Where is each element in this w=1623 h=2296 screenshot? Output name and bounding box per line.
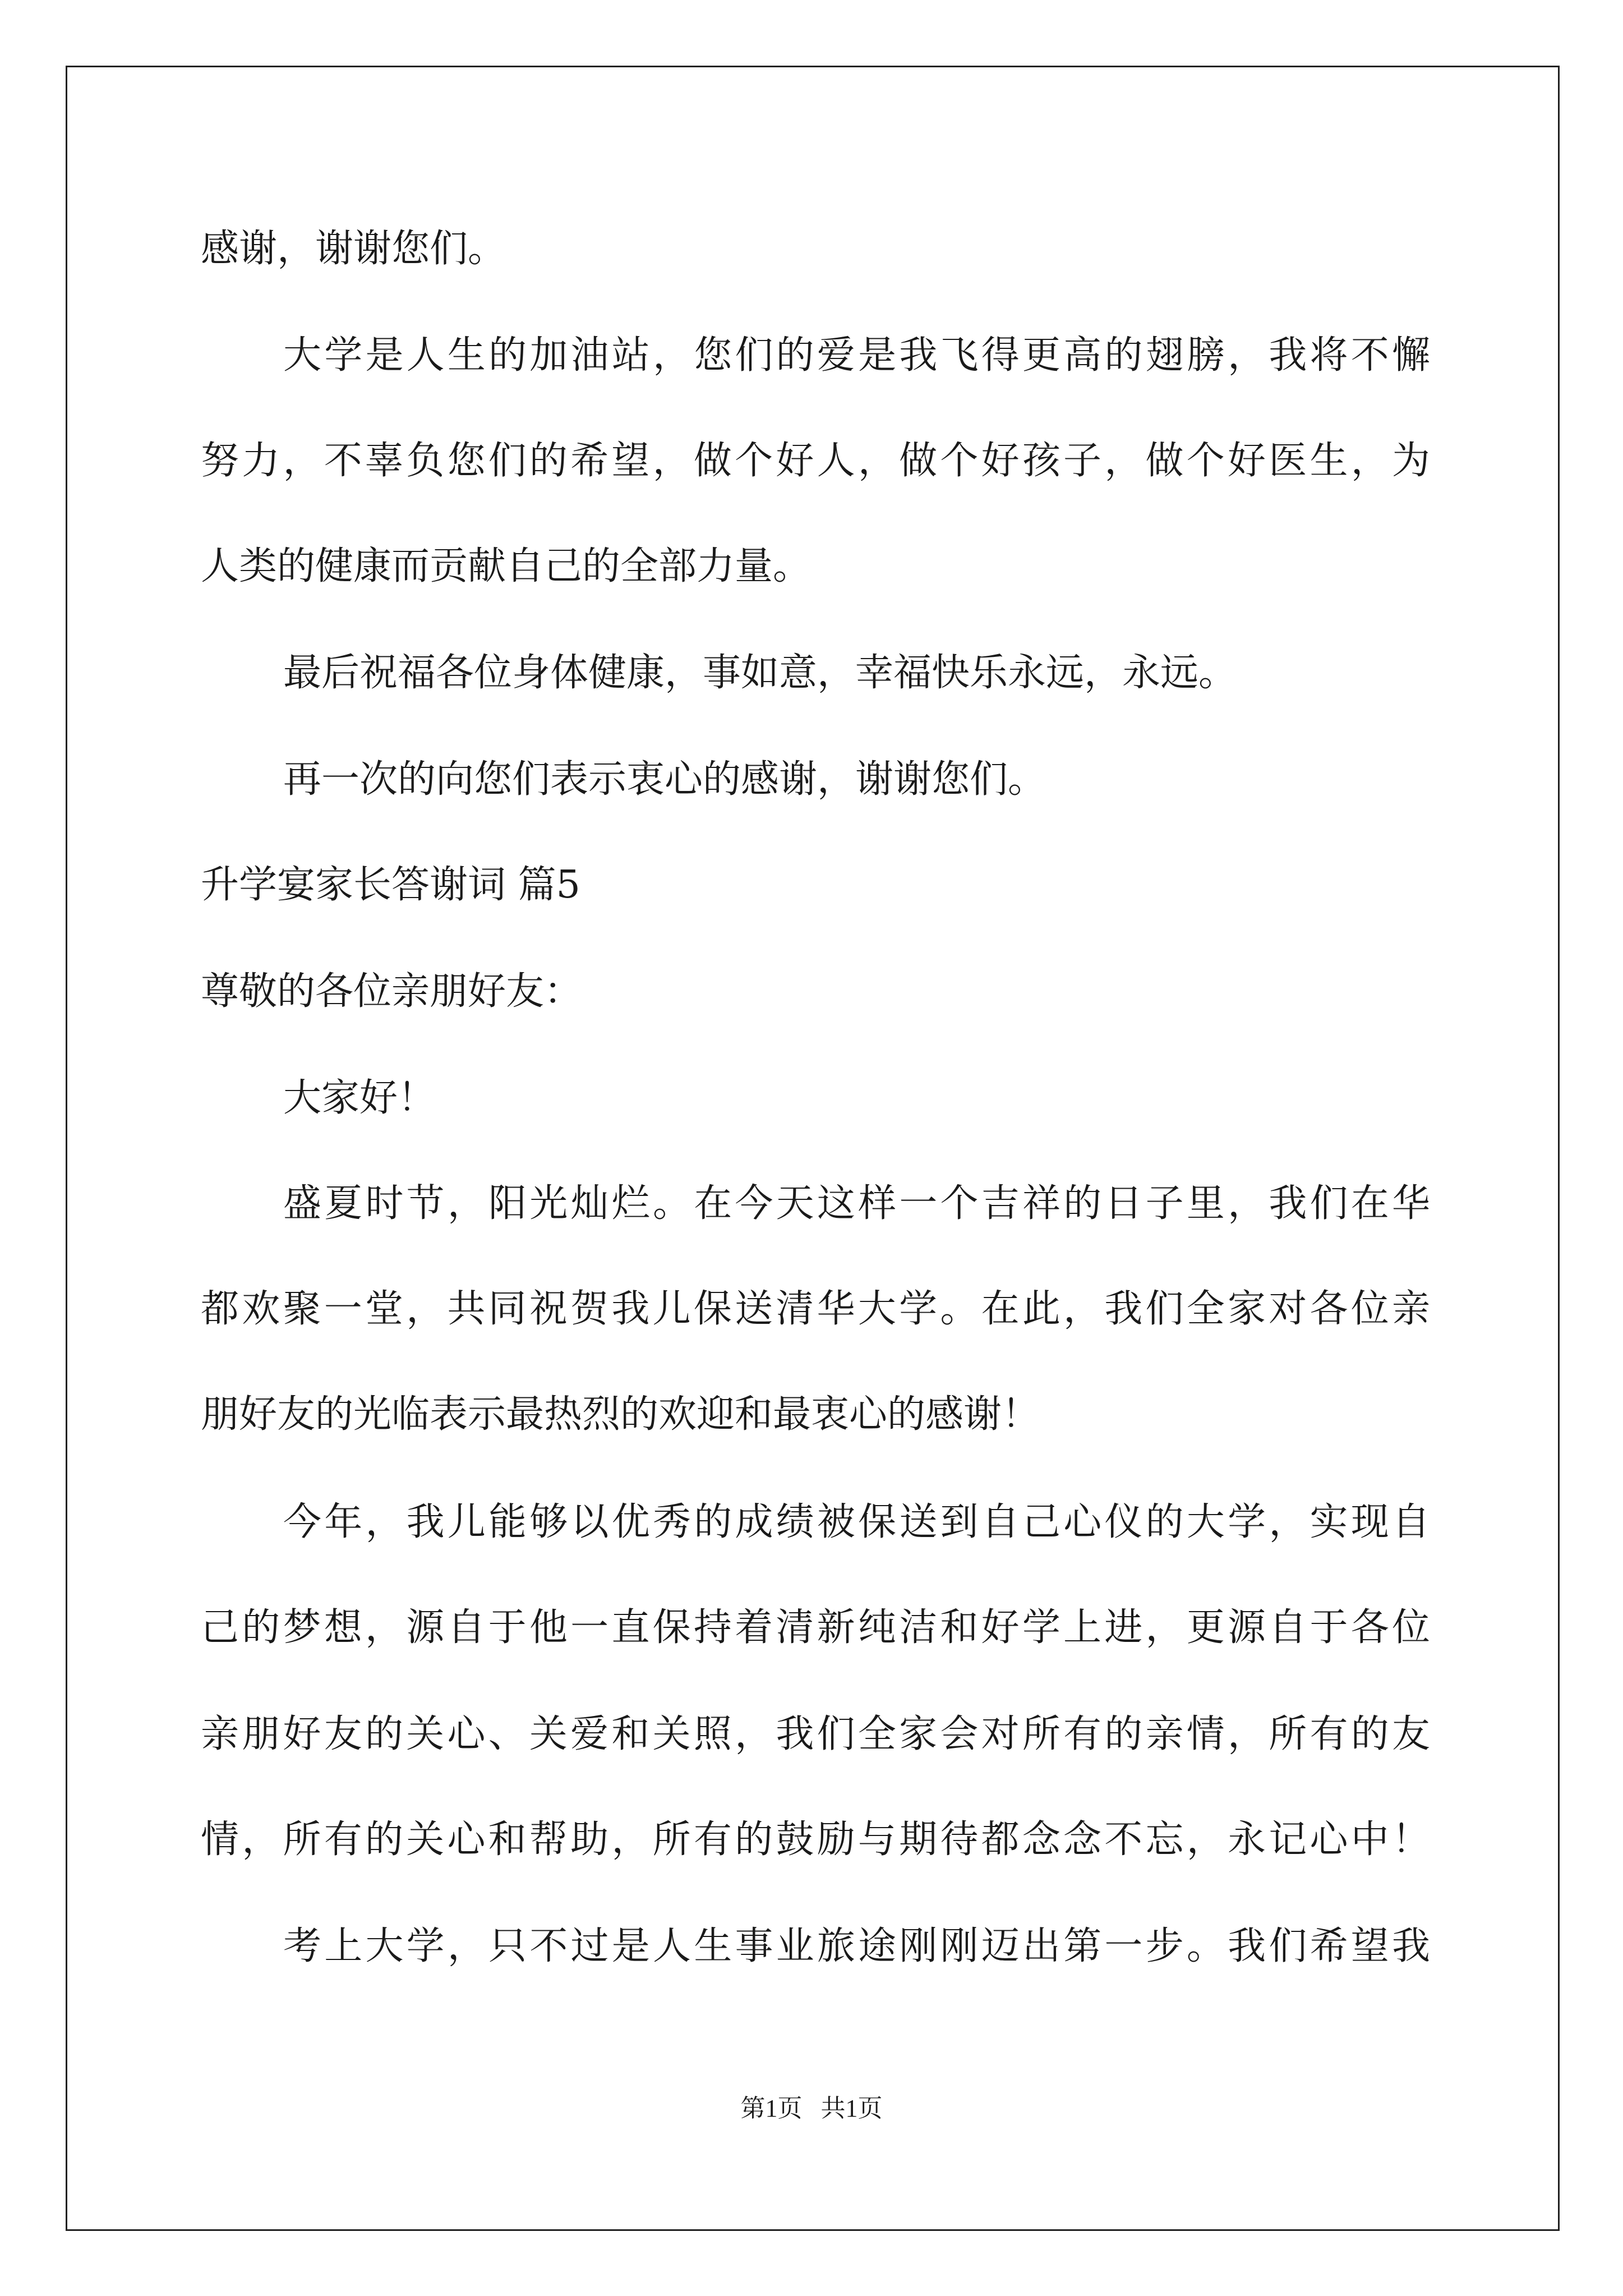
page-border: [66, 66, 1560, 2231]
text-line: 今年，我儿能够以优秀的成绩被保送到自己心仪的大学，实现自: [283, 1500, 1430, 1544]
text-line: 最后祝福各位身体健康，事如意，幸福快乐永远，永远。: [283, 651, 1237, 695]
text-line: 己的梦想，源自于他一直保持着清新纯洁和好学上进，更源自于各位: [201, 1605, 1430, 1650]
text-line: 都欢聚一堂，共同祝贺我儿保送清华大学。在此，我们全家对各位亲: [201, 1287, 1430, 1331]
text-line: 考上大学，只不过是人生事业旅途刚刚迈出第一步。我们希望我: [283, 1924, 1430, 1968]
text-line: 努力，不辜负您们的希望，做个好人，做个好孩子，做个好医生，为: [201, 439, 1430, 483]
text-line: 情，所有的关心和帮助，所有的鼓励与期待都念念不忘，永记心中！: [201, 1818, 1430, 1862]
text-line: 亲朋好友的关心、关爱和关照，我们全家会对所有的亲情，所有的友: [201, 1712, 1430, 1756]
text-line: 再一次的向您们表示衷心的感谢，谢谢您们。: [283, 757, 1046, 802]
text-line: 大学是人生的加油站，您们的爱是我飞得更高的翅膀，我将不懈: [283, 333, 1430, 378]
text-line: 朋好友的光临表示最热烈的欢迎和最衷心的感谢！: [201, 1392, 1040, 1437]
greeting: 大家好！: [283, 1076, 436, 1120]
text-line: 盛夏时节，阳光灿烂。在今天这样一个吉祥的日子里，我们在华: [283, 1181, 1430, 1226]
salutation: 尊敬的各位亲朋好友：: [201, 969, 583, 1014]
text-line: 人类的健康而贡献自己的全部力量。: [201, 544, 811, 588]
text-line: 感谢，谢谢您们。: [201, 227, 506, 271]
section-heading: 升学宴家长答谢词 篇5: [201, 863, 580, 907]
page-footer: 第1页 共1页: [740, 2095, 883, 2122]
